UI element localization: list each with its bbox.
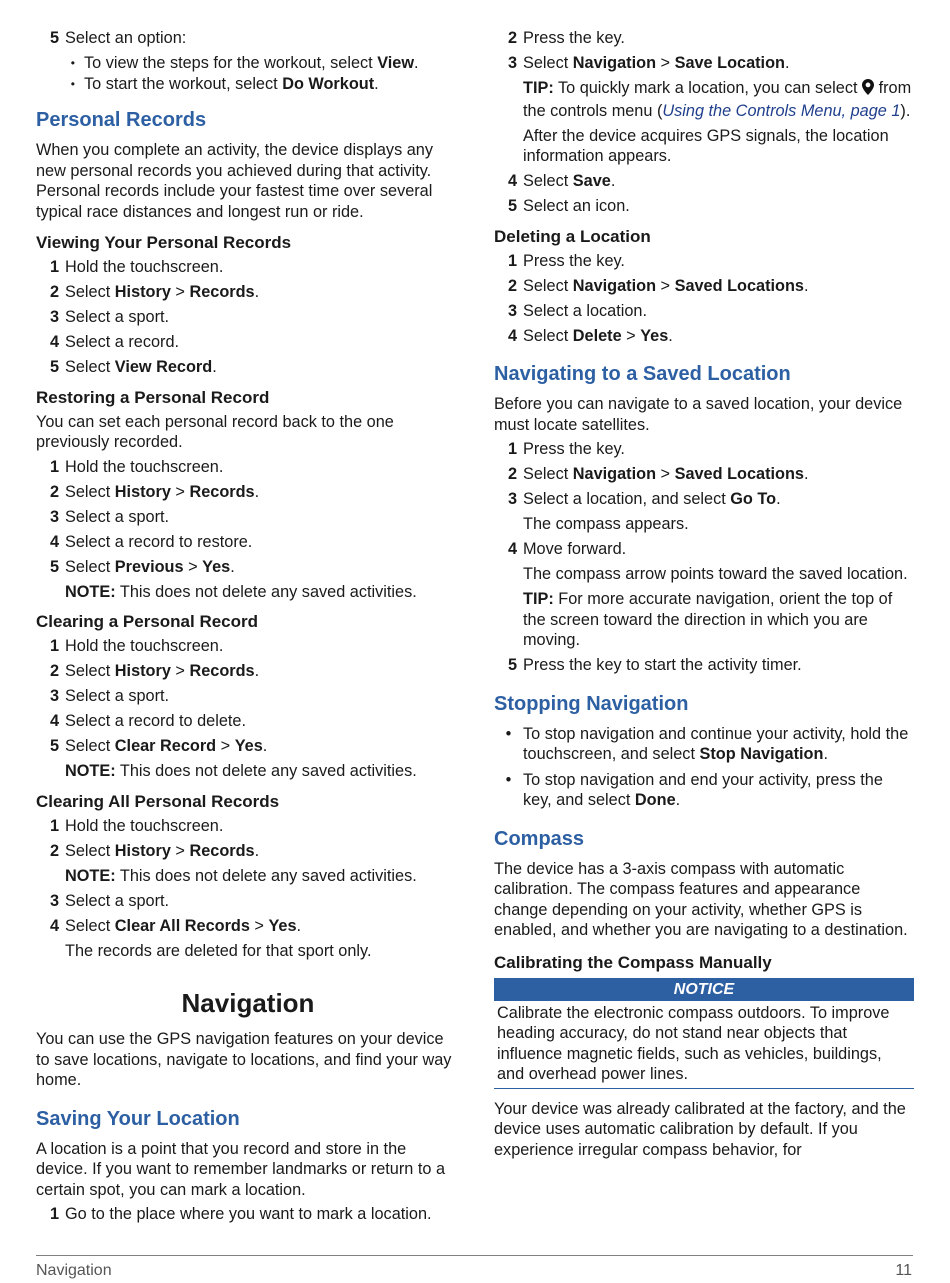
cross-reference-link[interactable]: Using the Controls Menu, page 1	[662, 101, 901, 120]
step: 3 Select a sport.	[49, 891, 170, 910]
note: NOTE: This does not delete any saved activities.	[65, 866, 417, 885]
footer-divider	[36, 1255, 913, 1256]
step: 4 Move forward.	[507, 540, 627, 558]
bullet-item: • To start the workout, select Do Workout.	[70, 74, 379, 93]
step: 1 Hold the touchscreen.	[49, 637, 224, 655]
right-column	[494, 28, 914, 1160]
bullet-item: • To stop navigation and end your activity, press the key, and select Done.	[505, 770, 883, 809]
step: 4 Select a record to restore.	[49, 532, 253, 551]
step: 5 Select Previous > Yes.	[49, 557, 235, 576]
step: 1 Hold the touchscreen.	[49, 816, 224, 835]
paragraph: Before you can navigate to a saved location, your device must locate satellites.	[494, 395, 903, 434]
step-result: After the device acquires GPS signals, the location information appears.	[523, 126, 889, 165]
step: 2 Select Navigation > Saved Locations.	[507, 276, 809, 295]
step: 4 Select Clear All Records > Yes.	[49, 916, 302, 935]
step: 2 Select History > Records.	[49, 841, 260, 860]
step: 5 Select an icon.	[507, 197, 630, 215]
subsection-heading: Calibrating the Compass Manually	[494, 952, 772, 972]
step: 4 Select a record to delete.	[49, 712, 247, 730]
note: NOTE: This does not delete any saved activities.	[65, 762, 417, 780]
section-heading: Navigating to a Saved Location	[494, 363, 791, 385]
step: 5 Press the key to start the activity timer.	[507, 656, 802, 674]
step: 3 Select Navigation > Save Location.	[507, 54, 790, 72]
note: NOTE: This does not delete any saved activities.	[65, 582, 417, 601]
step: 3 Select a location.	[507, 301, 647, 320]
bullet-item: • To view the steps for the workout, select View.	[70, 54, 419, 72]
paragraph: You can set each personal record back to the one previously recorded.	[36, 412, 394, 451]
section-heading: Saving Your Location	[36, 1107, 240, 1130]
step: 3 Select a sport.	[49, 687, 170, 705]
step: 2 Select History > Records.	[49, 662, 260, 680]
tip: TIP: To quickly mark a location, you can select from the controls menu (Using the Controls Menu, page 1).	[523, 79, 912, 120]
step: 5 Select Clear Record > Yes.	[49, 737, 268, 755]
section-heading: Stopping Navigation	[494, 692, 689, 715]
step: 1 Press the key.	[507, 440, 625, 458]
step: 1 Hold the touchscreen.	[49, 457, 224, 476]
bullet-item: • To stop navigation and continue your activity, hold the touchscreen, and select Stop Navigation.	[505, 724, 909, 763]
step-result: The compass arrow points toward the saved location.	[523, 565, 908, 583]
section-heading: Compass	[494, 827, 585, 850]
step-result: The records are deleted for that sport only.	[65, 941, 372, 960]
section-heading: Personal Records	[36, 109, 207, 131]
step: 1 Go to the place where you want to mark a location.	[49, 1205, 432, 1223]
step: 2 Select History > Records.	[49, 482, 260, 501]
paragraph: A location is a point that you record and store in the device. If you want to remember landmarks or return to a certain spot, you can mark a location.	[36, 1139, 446, 1199]
paragraph: When you complete an activity, the device displays any new personal records you achieved during that activity. Personal records include your fastest time over several typical race distances and longest run or ride.	[36, 141, 433, 221]
subsection-heading: Deleting a Location	[494, 226, 651, 246]
map-pin-icon	[862, 79, 874, 101]
step-result: The compass appears.	[523, 515, 689, 533]
step: 5 Select an option:	[49, 29, 187, 47]
subsection-heading: Clearing a Personal Record	[36, 612, 259, 631]
step: 3 Select a location, and select Go To.	[507, 490, 781, 508]
step: 3 Select a sport.	[49, 308, 170, 326]
step: 4 Select a record.	[49, 333, 180, 351]
tip: TIP: For more accurate navigation, orient the top of the screen toward the direction in which you are moving.	[523, 590, 893, 649]
page-number: 11	[895, 1262, 912, 1279]
paragraph: Your device was already calibrated at the factory, and the device uses automatic calibration by default. If you experience irregular compass behavior, for	[494, 1099, 906, 1159]
step: 1 Hold the touchscreen.	[49, 258, 224, 276]
step: 1 Press the key.	[507, 251, 625, 270]
step: 2 Select History > Records.	[49, 283, 260, 301]
subsection-heading: Viewing Your Personal Records	[36, 233, 292, 252]
step: 3 Select a sport.	[49, 507, 170, 526]
paragraph: The device has a 3-axis compass with automatic calibration. The compass features and appearance change depending on your activity, whether GPS is enabled, and whether you are navigating to a destination.	[494, 859, 908, 939]
left-column	[36, 28, 460, 1229]
step: 4 Select Delete > Yes.	[507, 326, 673, 345]
step: 4 Select Save.	[507, 172, 616, 190]
footer-section-name: Navigation	[36, 1262, 112, 1279]
paragraph: You can use the GPS navigation features on your device to save locations, navigate to locations, and find your way home.	[36, 1030, 452, 1089]
step: 5 Select View Record.	[49, 358, 217, 376]
subsection-heading: Restoring a Personal Record	[36, 387, 270, 407]
subsection-heading: Clearing All Personal Records	[36, 791, 280, 811]
step: 2 Select Navigation > Saved Locations.	[507, 465, 809, 483]
notice-text: Calibrate the electronic compass outdoors. To improve heading accuracy, do not stand near objects that influence magnetic fields, such as vehicles, buildings, and overhead power lines.	[494, 1001, 914, 1089]
chapter-title: Navigation	[181, 988, 315, 1018]
notice-banner: NOTICE	[494, 978, 914, 1001]
step: 2 Press the key.	[507, 29, 625, 47]
